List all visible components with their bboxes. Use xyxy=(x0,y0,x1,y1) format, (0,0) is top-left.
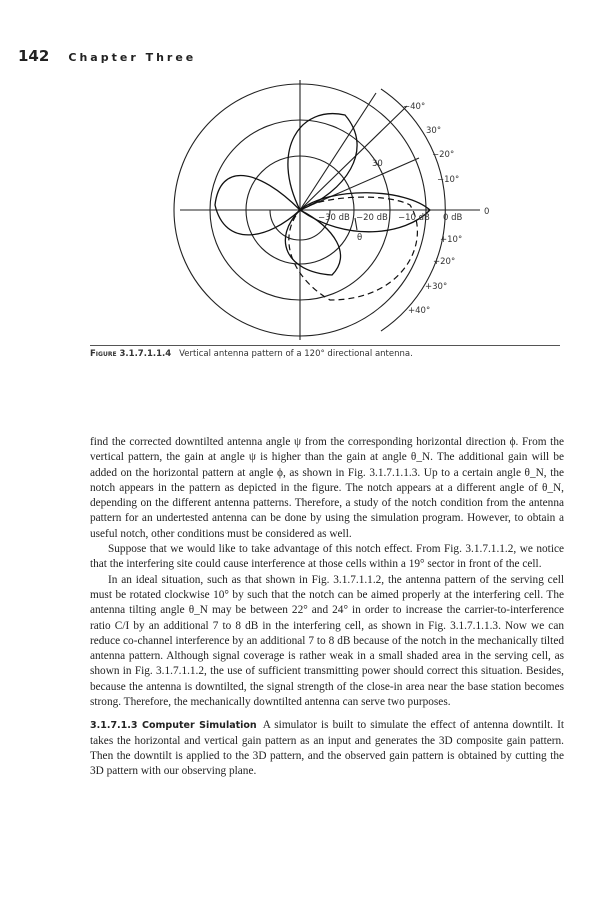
section-paragraph xyxy=(90,718,564,779)
label-minus20db: −20 dB xyxy=(356,213,388,223)
label-inner-30: 30 xyxy=(372,159,383,169)
label-plus10: +10° xyxy=(440,235,463,245)
theta-label: θ xyxy=(357,233,363,243)
label-plus40: +40° xyxy=(408,306,431,316)
section-heading: 3.1.7.1.3 Computer Simulation xyxy=(90,720,257,732)
paragraph-3: In an ideal situation, such as that shown in Fig. 3.1.7.1.1.2, the antenna pattern of the serving cell must be rotated clockwise 10° by such that the notch can be aimed properly at the interfering cell. The antenna tilting angle θ_N may be between 22° and 24° in order to increase the carrier-to-interference ratio C/I by an additional 7 to 8 dB in the interfering cell, as shown in Fig. 3.1.7.1.1.3. Now we can reduce co-channel interference by an additional 7 to 8 dB because of the notch in the mechanically tilted antenna pattern. Although signal coverage is rather weak in a small shaded area in the serving cell, as shown in Fig. 3.1.7.1.1.2, the use of sufficient transmitting power should correct this situation. Besides, because the antenna is downtilted, the signal strength of the close-in area near the base station becomes strong. Therefore, the mechanically downtilted antenna can serve two purposes. xyxy=(90,573,564,709)
label-plus20: +20° xyxy=(433,257,456,267)
paragraph-4: A simulator is built to simulate the effect of antenna downtilt. It takes the horizontal and vertical gain pattern as an input and generates the 3D composite gain pattern. Then the downtilt is applied to the 3D pattern, and the observed gain pattern is obtained by cutting the 3D pattern with our observing plane. xyxy=(90,719,564,778)
label-minus30db: −30 dB xyxy=(318,213,350,223)
back-lobe-solid xyxy=(215,175,300,234)
page-number: 142 xyxy=(18,47,50,65)
caption-label: Figure 3.1.7.1.1.4 xyxy=(90,349,172,359)
label-0db: 0 dB xyxy=(443,213,463,223)
paragraph-2: Suppose that we would like to take advantage of this notch effect. From Fig. 3.1.7.1.1.2, we notice that the interfering site could cause interference at those cells within a 19° sector in front of the cell. xyxy=(90,543,564,571)
radial-line-10 xyxy=(300,158,419,210)
label-minus10: −10° xyxy=(437,175,460,185)
label-minus30: 30° xyxy=(426,126,442,136)
label-minus40: −40° xyxy=(403,102,426,112)
label-zero: 0 xyxy=(484,207,490,217)
label-minus10db: −10 dB xyxy=(398,213,430,223)
figure-caption xyxy=(90,345,560,359)
caption-text: Vertical antenna pattern of a 120° directional antenna. xyxy=(179,349,413,359)
upper-lobe-solid xyxy=(288,114,357,210)
label-plus30: +30° xyxy=(425,282,448,292)
chapter-title: Chapter Three xyxy=(68,51,197,64)
label-minus20: −20° xyxy=(432,150,455,160)
paragraph-1: find the corrected downtilted antenna angle ψ from the corresponding horizontal direction ϕ. From the vertical pattern, the gain at angle ψ is higher than the gain at angle θ_N. The additional gain will be added on the horizontal pattern at angle ϕ, as shown in Fig. 3.1.7.1.1.3. Up to a certain angle θ_N, the notch appears in the pattern as depicted in the figure. The notch appears at a different angle of θ_N, depending on the different antenna patterns. Therefore, a study of the notch condition from the antenna pattern for an undertested antenna can be done by using the simulation program. However, to obtain a useful notch, other conditions must be considered as well. xyxy=(90,436,564,540)
body-text xyxy=(90,435,564,780)
antenna-pattern-figure xyxy=(0,0,613,345)
